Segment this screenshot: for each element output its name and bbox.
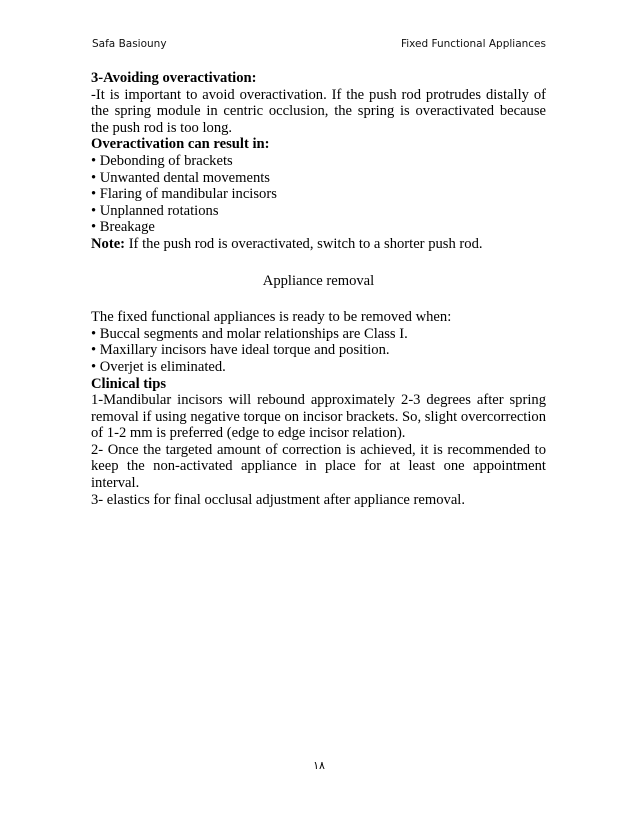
- clinical-tips-heading: Clinical tips: [91, 375, 167, 392]
- list-item: • Debonding of brackets: [91, 152, 233, 169]
- section-title-appliance-removal: Appliance removal: [262, 272, 375, 289]
- removal-intro: The fixed functional appliances is ready to be removed when:: [91, 309, 452, 326]
- list-item: • Breakage: [91, 219, 155, 236]
- page-number: ١٨: [313, 759, 325, 772]
- header-author: Safa Basiouny: [92, 38, 167, 50]
- list-item: • Maxillary incisors have ideal torque and position.: [91, 342, 390, 359]
- overactivation-paragraph: -It is important to avoid overactivation. If the push rod protrudes distally of the spring module in centric occlusion, the spring is overactivated because the push rod is too long.: [91, 86, 546, 136]
- clinical-tip: 3- elastics for final occlusal adjustment after appliance removal.: [91, 491, 466, 508]
- page-body: [91, 70, 546, 508]
- note-label: Note:: [91, 235, 126, 252]
- list-item: • Buccal segments and molar relationships are Class I.: [91, 325, 408, 342]
- list-item: • Unplanned rotations: [91, 202, 219, 219]
- list-item: • Unwanted dental movements: [91, 169, 270, 186]
- header-doc-title: Fixed Functional Appliances: [400, 38, 546, 50]
- removal-criteria-list: [91, 326, 546, 376]
- note-line: [91, 236, 546, 253]
- list-item: • Overjet is eliminated.: [91, 358, 226, 375]
- section-heading-overactivation: 3-Avoiding overactivation:: [91, 70, 257, 86]
- overactivation-list-heading: Overactivation can result in:: [91, 136, 270, 153]
- clinical-tip: 2- Once the targeted amount of correction is achieved, it is recommended to keep the non-activated appliance in place for at least one appointment interval.: [91, 441, 546, 492]
- note-text: If the push rod is overactivated, switch to a shorter push rod.: [125, 235, 483, 252]
- overactivation-list: [91, 153, 546, 236]
- list-item: • Flaring of mandibular incisors: [91, 186, 277, 203]
- clinical-tip: 1-Mandibular incisors will rebound approximately 2-3 degrees after spring removal if using negative torque on incisor brackets. So, slight overcorrection of 1-2 mm is preferred (edge to edge incisor relation).: [91, 392, 546, 442]
